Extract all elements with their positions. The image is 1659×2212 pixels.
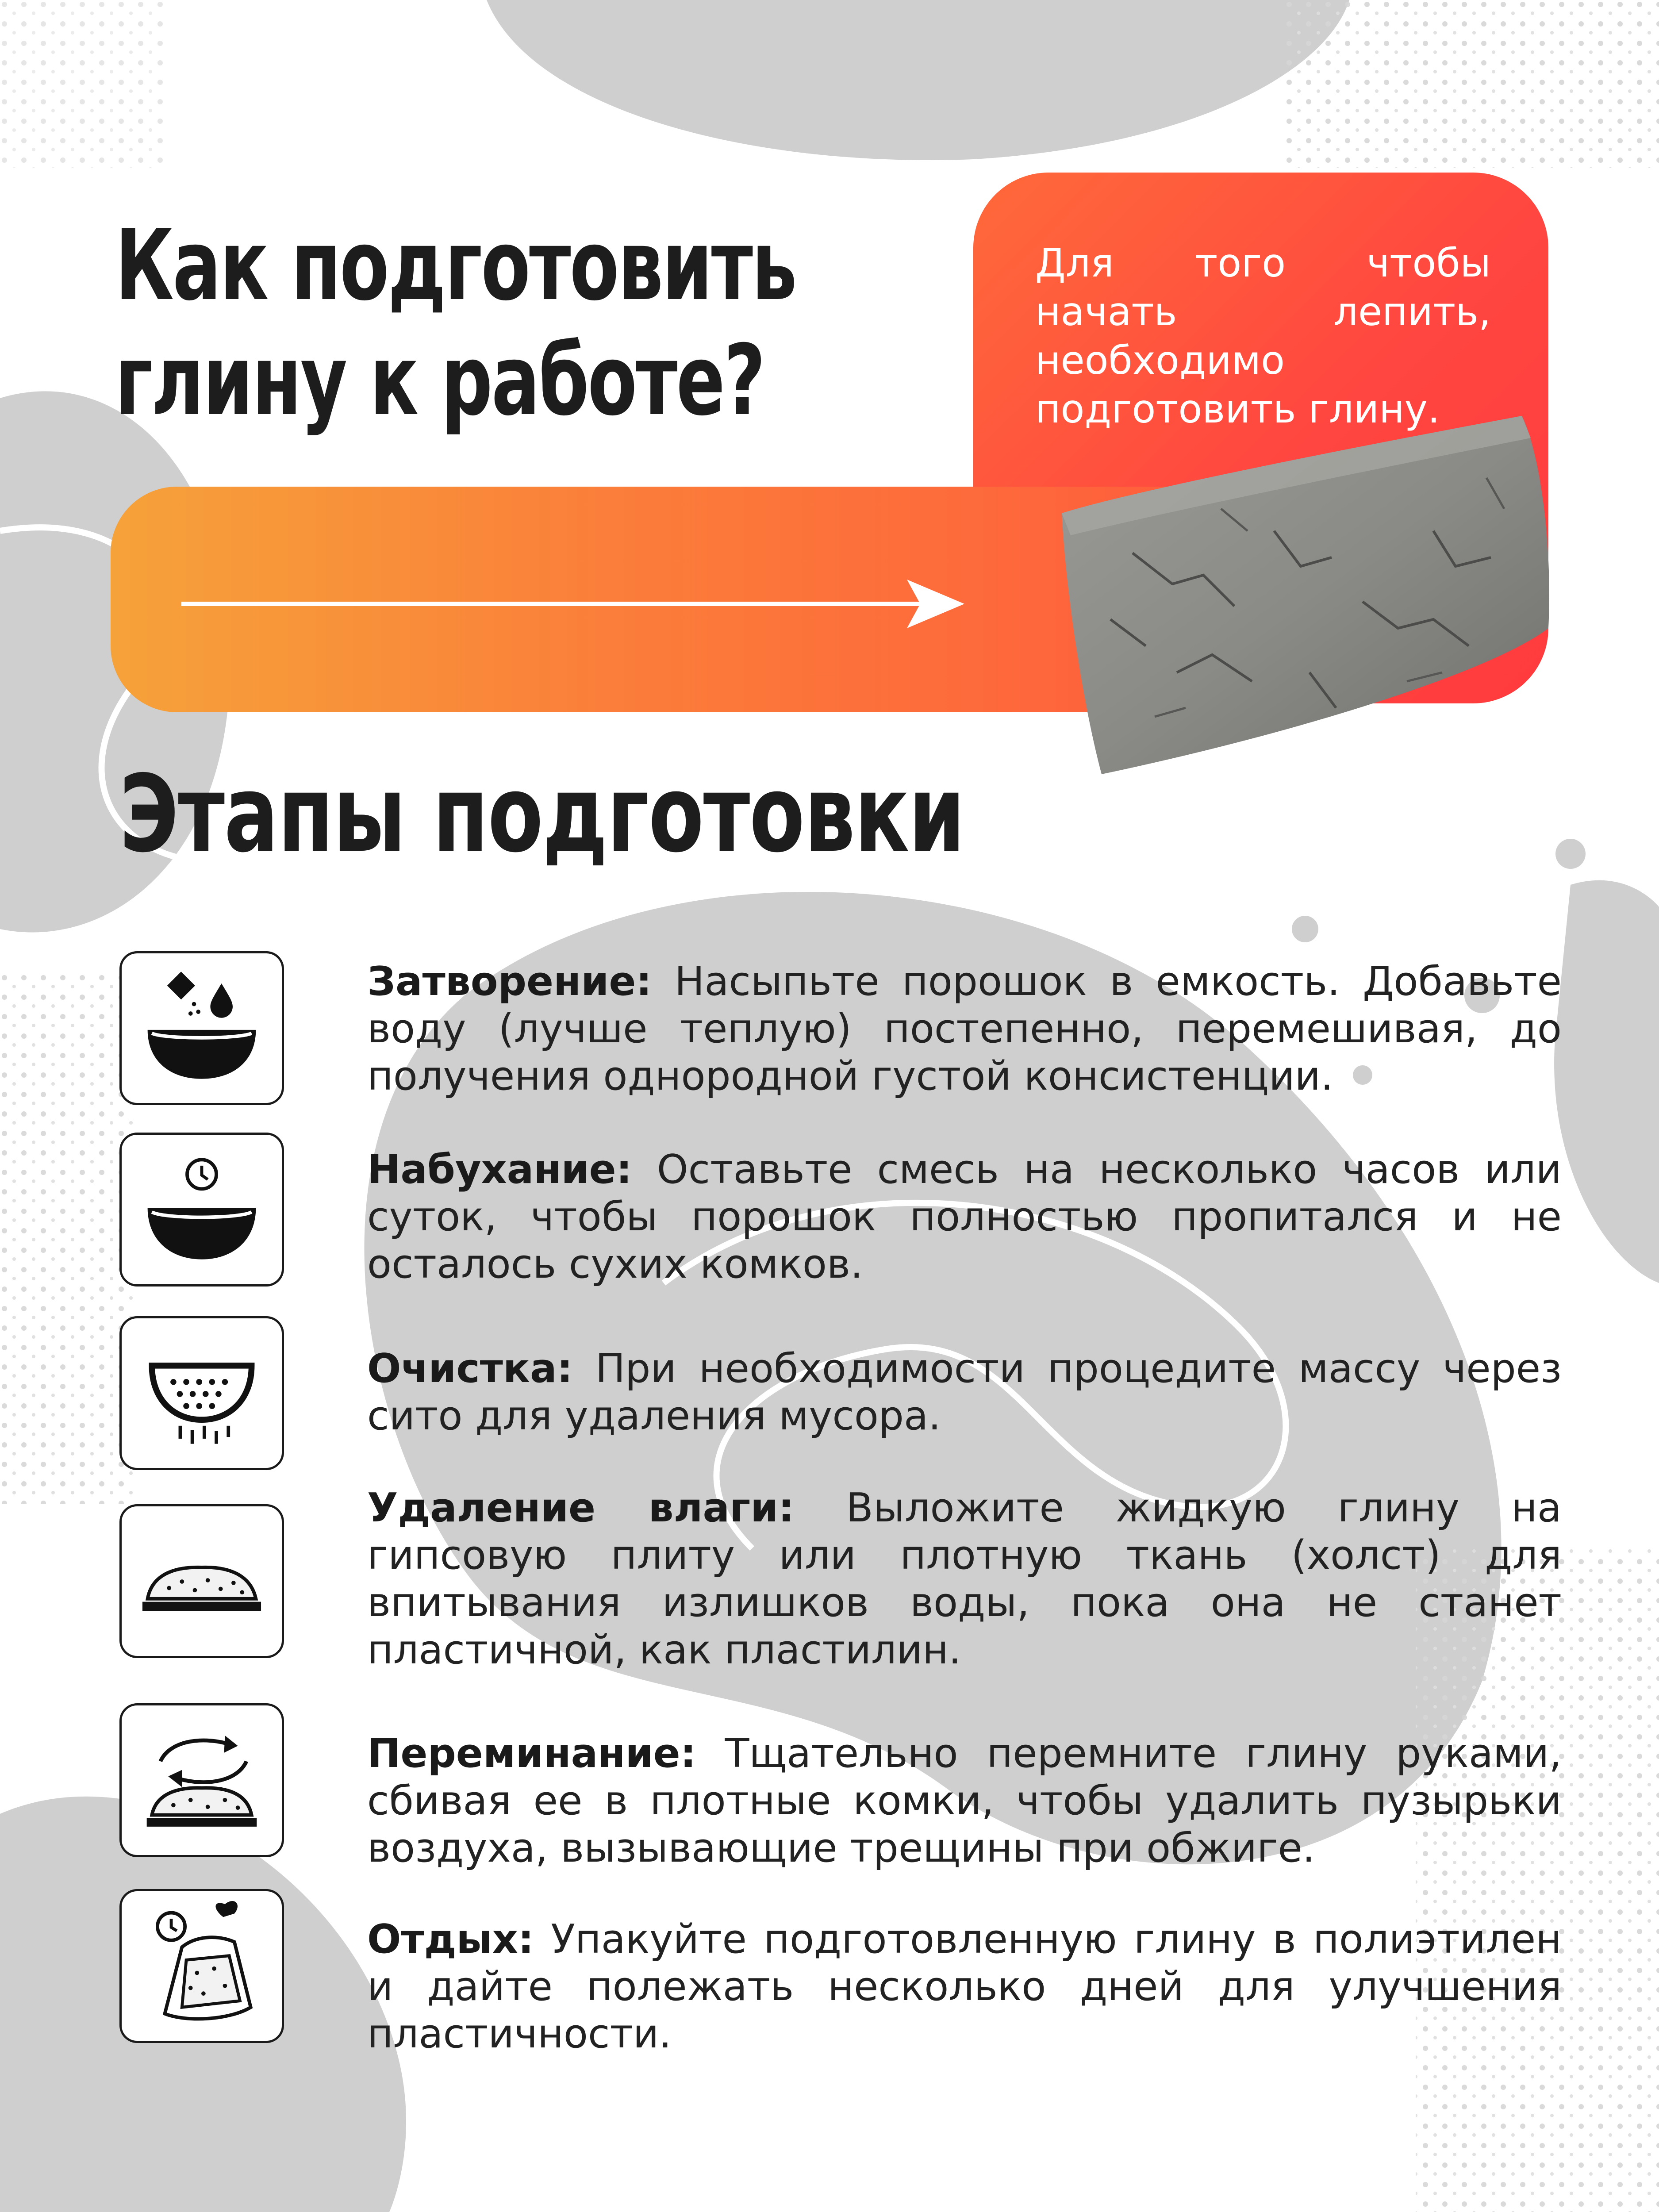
step-2-title: Набухание:: [367, 1146, 632, 1193]
section-title: Этапы подготовки: [119, 752, 965, 876]
step-3-description: При необходимости процедите массу через сито для удаления мусора.: [367, 1345, 1562, 1439]
sieve-icon: [119, 1316, 284, 1470]
step-4-text: [367, 1484, 1562, 1674]
wrapped-clay-timer-icon: [119, 1889, 284, 2043]
step-1-text: [367, 958, 1562, 1100]
bg-blob-right: [1554, 880, 1659, 1283]
step-2-text: [367, 1146, 1562, 1288]
step-6-title: Отдых:: [367, 1916, 534, 1962]
bowl-timer-icon: [119, 1133, 284, 1286]
bg-blob-top: [487, 0, 1349, 160]
step-6-description: Упакуйте подготовленную глину в полиэтилен и дайте полежать несколько дней для улучшения пластичности.: [367, 1916, 1562, 2057]
clay-on-board-icon: [119, 1504, 284, 1658]
step-5-text: [367, 1730, 1562, 1872]
step-2-description: Оставьте смесь на несколько часов или суток, чтобы порошок полностью пропитался и не осталось сухих комков.: [367, 1146, 1562, 1287]
clay-block-image: [1044, 398, 1584, 796]
kneading-arrows-icon: [119, 1703, 284, 1857]
page-title-line-2: глину к работе?: [115, 324, 764, 437]
step-6-text: [367, 1916, 1562, 2058]
page-title-line-1: Как подготовить: [115, 209, 796, 322]
step-3-title: Очистка:: [367, 1345, 573, 1392]
step-3-text: [367, 1345, 1562, 1440]
bowl-powder-water-icon: [119, 951, 284, 1105]
step-5-description: Тщательно перемните глину руками, сбивая ее в плотные комки, чтобы удалить пузырьки воздуха, вызывающие трещины при обжиге.: [367, 1730, 1562, 1871]
step-1-title: Затворение:: [367, 958, 652, 1005]
step-5-title: Переминание:: [367, 1730, 696, 1777]
step-4-description: Выложите жидкую глину на гипсовую плиту или плотную ткань (холст) для впитывания излишков воды, пока она не станет пластичной, как пластилин.: [367, 1485, 1562, 1673]
arrow-right-icon: [181, 571, 969, 637]
step-4-title: Удаление влаги:: [367, 1485, 795, 1531]
intro-text: Для того чтобы начать лепить, необходимо подготовить глину.: [1035, 240, 1491, 432]
step-1-description: Насыпьте порошок в емкость. Добавьте воду (лучше теплую) постепенно, перемешивая, до получения однородной густой консистенции.: [367, 958, 1562, 1099]
